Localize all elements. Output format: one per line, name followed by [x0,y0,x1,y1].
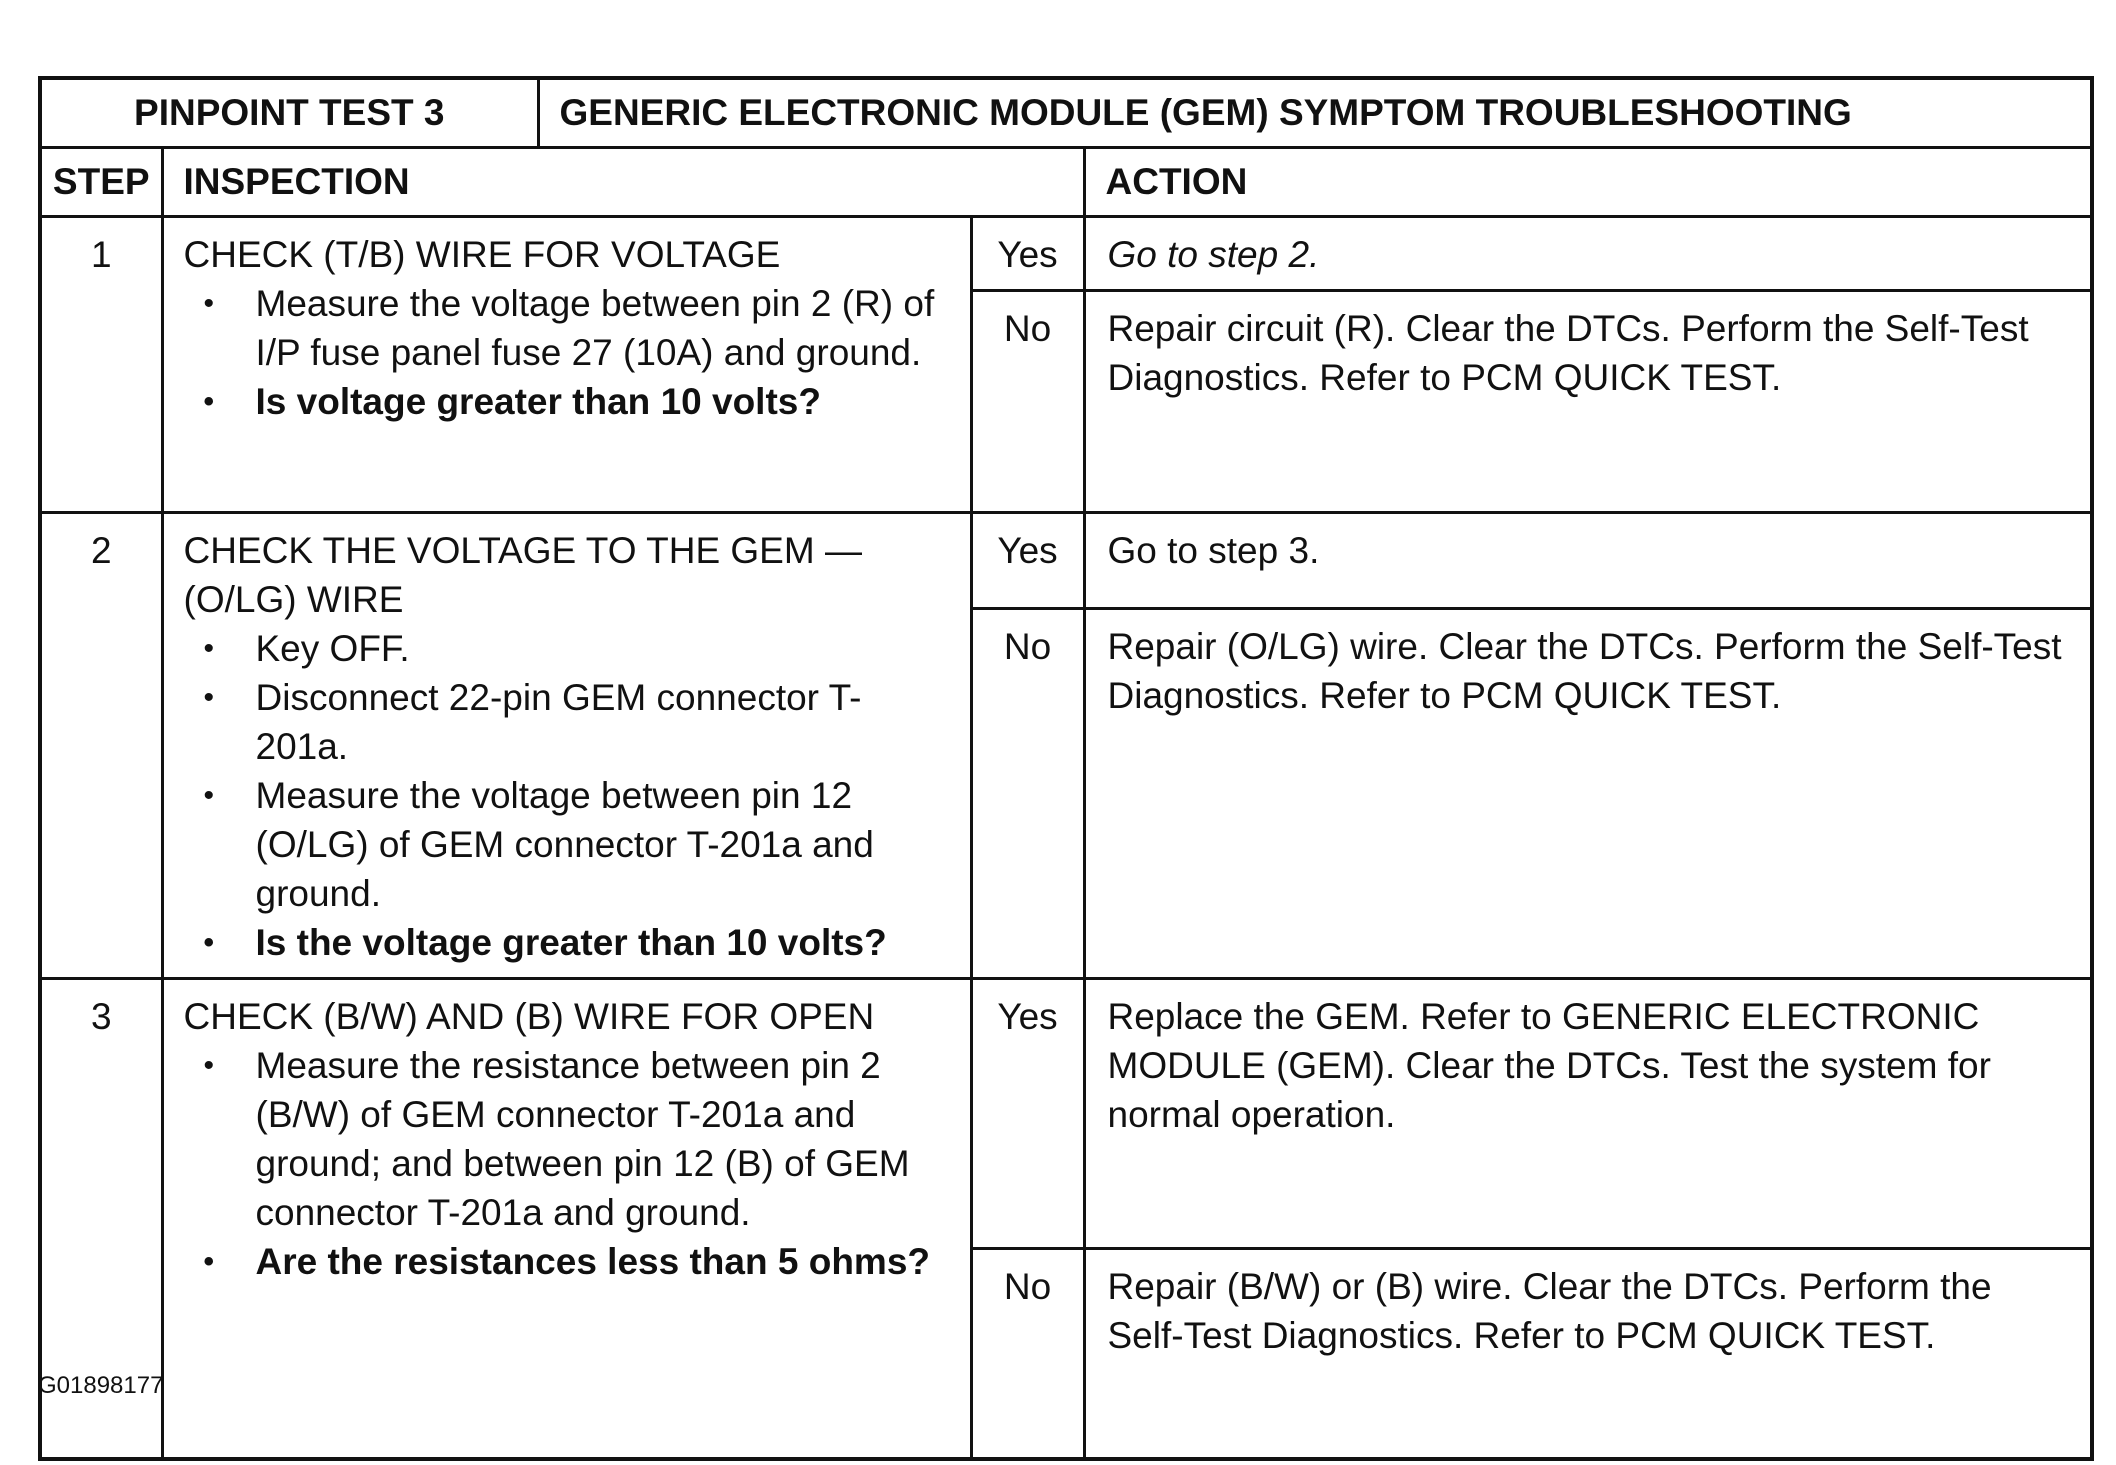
check-title: CHECK (B/W) AND (B) WIRE FOR OPEN [183,996,875,1037]
check-title: CHECK THE VOLTAGE TO THE GEM — (O/LG) WIRE [183,530,862,620]
list-item: • Measure the resistance between pin 2 (B/W) of GEM connector T-201a and ground; and between pin 12 (B) of GEM connector T-201a and ground. [184,1041,952,1237]
yes-label: Yes [971,979,1084,1249]
question-item: • Is voltage greater than 10 volts? [184,377,952,426]
column-header-step: STEP [40,148,162,217]
bullet-list [184,1041,952,1286]
column-header-inspection: INSPECTION [162,148,1084,217]
table-row [40,979,2092,1249]
pinpoint-test-table [38,76,2090,1461]
yes-action: Go to step 3. [1084,513,2092,609]
list-item: • Key OFF. [184,624,952,673]
inspection-cell [162,513,971,979]
no-action: Repair (O/LG) wire. Clear the DTCs. Perform the Self-Test Diagnostics. Refer to PCM QUICK TEST. [1084,608,2092,978]
table-title: GENERIC ELECTRONIC MODULE (GEM) SYMPTOM TROUBLESHOOTING [538,78,2092,148]
step-number: 1 [40,217,162,513]
table-title-row [40,78,2092,148]
figure-id: G01898177 [38,1372,164,1399]
question-item: • Is the voltage greater than 10 volts? [184,918,952,967]
test-label: PINPOINT TEST 3 [40,78,538,148]
table-row [40,513,2092,609]
bullet-list [184,624,952,967]
column-header-row [40,148,2092,217]
step-number: 3 [40,979,162,1459]
yes-action: Replace the GEM. Refer to GENERIC ELECTRONIC MODULE (GEM). Clear the DTCs. Test the system for normal operation. [1084,979,2092,1249]
check-title: CHECK (T/B) WIRE FOR VOLTAGE [183,234,781,275]
no-action: Repair circuit (R). Clear the DTCs. Perform the Self-Test Diagnostics. Refer to PCM QUICK TEST. [1084,291,2092,513]
no-label: No [971,1249,1084,1459]
yes-action: Go to step 2. [1084,217,2092,291]
table-row [40,217,2092,291]
no-label: No [971,291,1084,513]
column-header-action: ACTION [1084,148,2092,217]
question-item: • Are the resistances less than 5 ohms? [184,1237,952,1286]
list-item: • Measure the voltage between pin 12 (O/LG) of GEM connector T-201a and ground. [184,771,952,918]
no-label: No [971,608,1084,978]
yes-label: Yes [971,217,1084,291]
inspection-cell [162,979,971,1459]
no-action: Repair (B/W) or (B) wire. Clear the DTCs. Perform the Self-Test Diagnostics. Refer to PCM QUICK TEST. [1084,1249,2092,1459]
list-item: • Measure the voltage between pin 2 (R) of I/P fuse panel fuse 27 (10A) and ground. [184,279,952,377]
inspection-cell [162,217,971,513]
yes-label: Yes [971,513,1084,609]
step-number: 2 [40,513,162,979]
list-item: • Disconnect 22-pin GEM connector T-201a. [184,673,952,771]
bullet-list [184,279,952,426]
